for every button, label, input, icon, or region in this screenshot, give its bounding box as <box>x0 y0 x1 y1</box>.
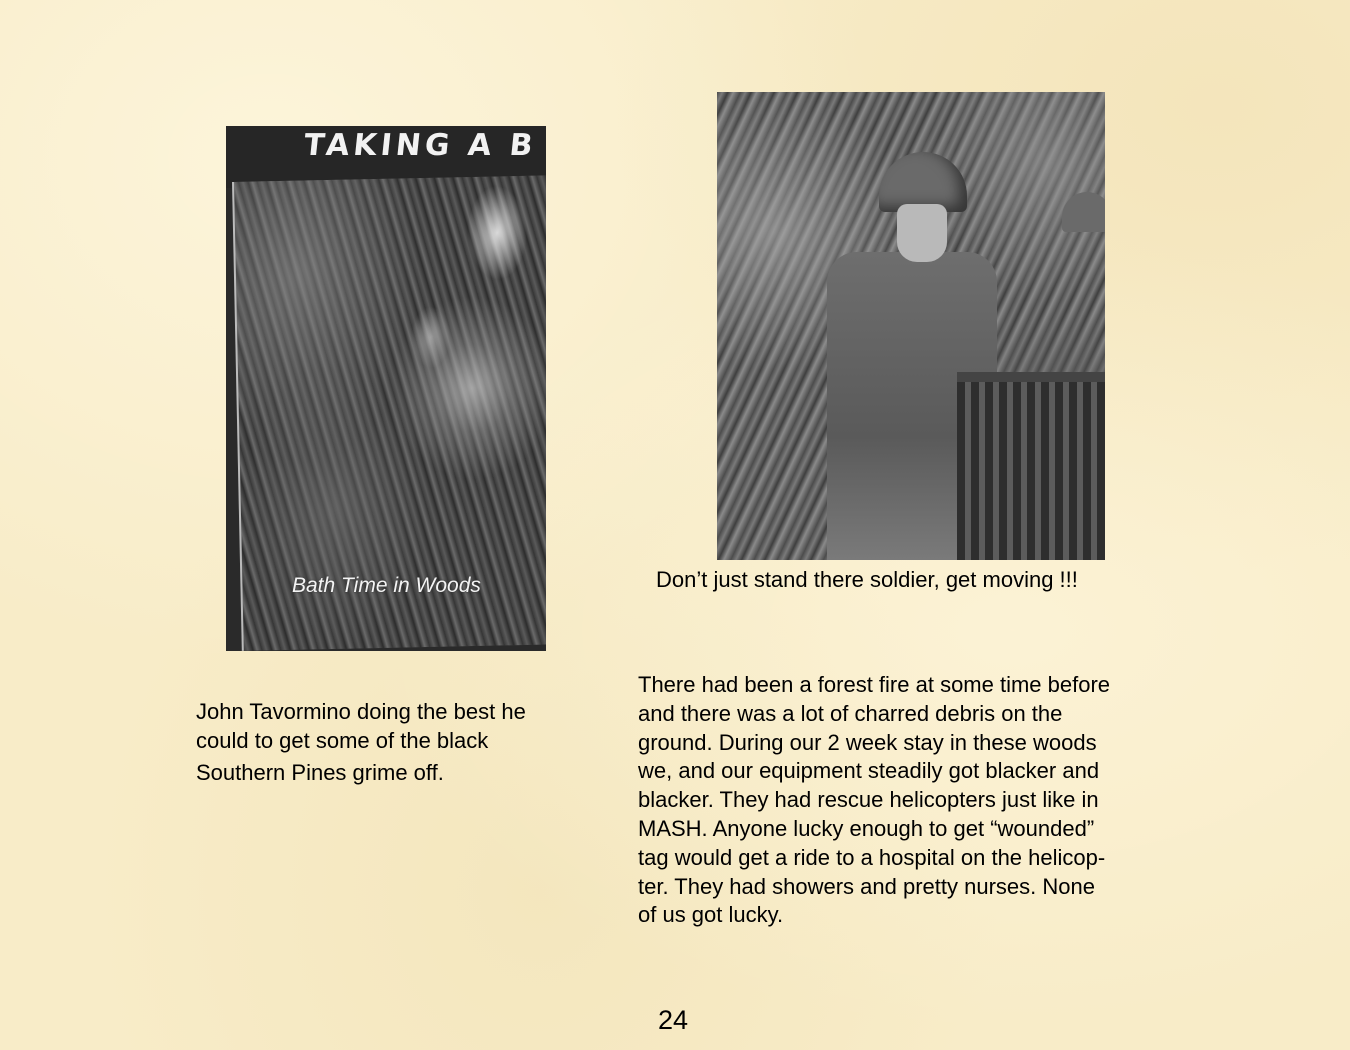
photo-caption-left: Bath Time in Woods <box>292 574 481 597</box>
paragraph-line: John Tavormino doing the best he <box>196 699 526 724</box>
paragraph-line: blacker. They had rescue helicopters just like in <box>638 787 1099 813</box>
soldier-face <box>897 204 947 262</box>
paragraph-line: could to get some of the black <box>196 727 489 753</box>
photo-bath-time-in-woods <box>226 126 546 651</box>
paragraph-line: Southern Pines grime off. <box>196 759 444 785</box>
paragraph-line: we, and our equipment steadily got blacker and <box>638 758 1100 784</box>
page-number: 24 <box>658 1005 689 1035</box>
photo-caption-right: Don’t just stand there soldier, get moving !!! <box>656 567 1078 592</box>
paragraph-line: ter. They had showers and pretty nurses. None <box>638 873 1095 899</box>
paragraph-line: and there was a lot of charred debris on the <box>638 700 1063 726</box>
paragraph-line: of us got lucky. <box>638 902 784 928</box>
soldier-helmet <box>879 152 967 212</box>
photo-handwritten-header: TAKING A B <box>302 128 539 163</box>
paragraph-right <box>638 671 1110 930</box>
paragraph-left <box>196 698 526 787</box>
paragraph-line: tag would get a ride to a hospital on the helicop- <box>638 844 1106 870</box>
paragraph-line: MASH. Anyone lucky enough to get “wounded” <box>638 815 1095 841</box>
jeep-grille <box>957 372 1105 560</box>
paragraph-line: ground. During our 2 week stay in these woods <box>638 729 1097 755</box>
second-soldier-helmet <box>1062 192 1105 232</box>
paragraph-line: There had been a forest fire at some time before <box>638 672 1111 697</box>
photo-soldier-at-jeep <box>717 92 1105 560</box>
